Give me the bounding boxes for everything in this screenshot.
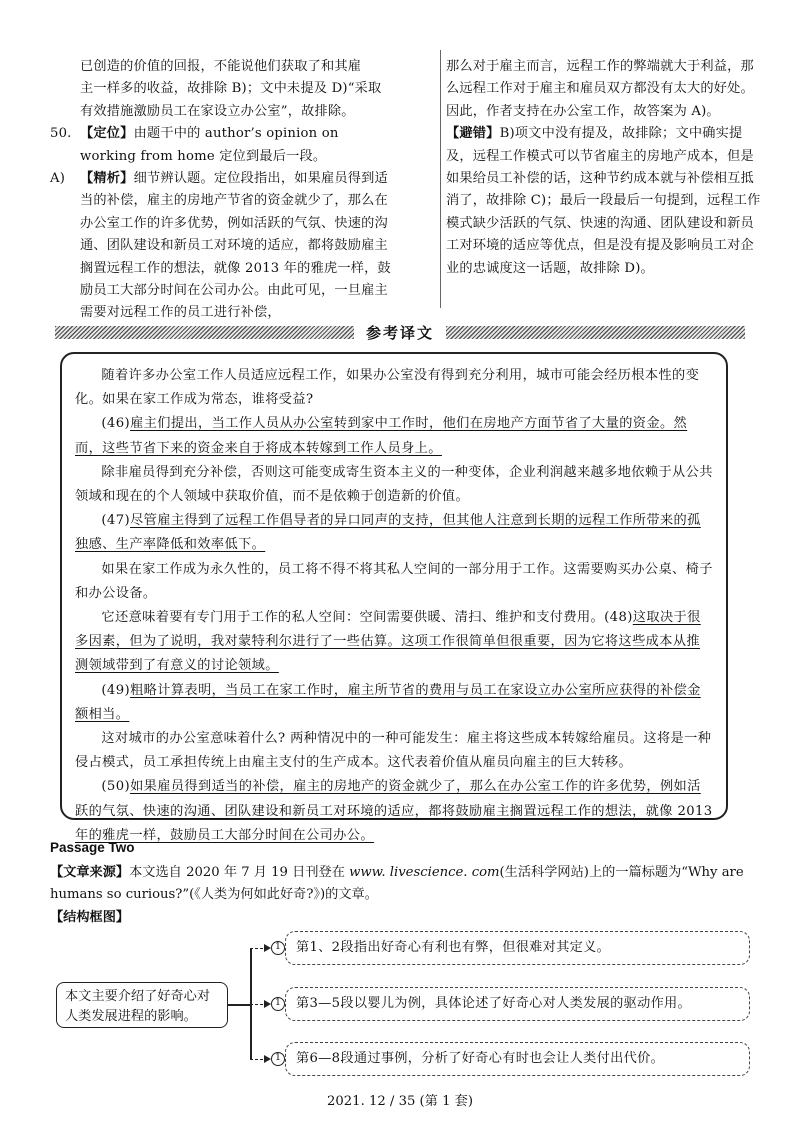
- structure-leaf-box: 第3—5段以婴儿为例，具体论述了好奇心对人类发展的驱动作用。: [285, 987, 750, 1021]
- q50-item: [50, 123, 392, 168]
- translation-paragraph: [75, 679, 713, 727]
- structure-root-box: 本文主要介绍了好奇心对人类发展进程的影响。: [56, 982, 228, 1028]
- underlined-sentence: 如果雇员得到适当的补偿，雇主的房地产的资金就少了，那么在办公室工作的许多优势，例如活跃的气氛、快速的沟通、团队建设和新员工对环境的适应，都将鼓励雇主搁置远程工作的想法，就像 2013 年的雅虎一样，鼓励员工大部分时间在公司办公。: [75, 779, 713, 843]
- circle-marker-icon: 1: [271, 1052, 285, 1066]
- arrow-icon: [264, 1000, 271, 1008]
- error-avoid-text: B)项文中没有提及，故排除；文中确实提及，远程工作模式可以节省雇主的房地产成本，但是如果给员工补偿的话，这种节约成本就与补偿相互抵消了，故排除 C)；最后一段最后一句提到，远程工作模式缺少活跃的气氛、快速的沟通、团队建设和新员工对环境的适应等优点，但是没有提及影响员工对企业的忠诚度这一话题，故排除 D)。: [446, 126, 761, 276]
- q50-text: 由题干中的 author’s opinion on working from home 定位到最后一段。: [80, 126, 339, 164]
- translation-paragraph: 除非雇员得到充分补偿，否则这可能变成寄生资本主义的一种变体，企业利润越来越多地依赖于从公共领域和现在的个人领域中获取价值，而不是依赖于创造新的价值。: [75, 464, 713, 505]
- underlined-sentence: 这取决于很多因素，但为了说明，我对蒙特利尔进行了一些估算。这项工作很简单但很重要，因为它将这些成本从推测领域带到了有意义的讨论领域。: [75, 610, 701, 674]
- plain-sentence: 它还意味着要有专门用于工作的私人空间：空间需要供暖、清扫、维护和支付费用。: [101, 610, 605, 626]
- structure-label: 【结构框图】: [50, 910, 130, 925]
- question-number: (50): [101, 779, 131, 795]
- hatch-decoration: [55, 326, 354, 339]
- translation-paragraph: [75, 606, 713, 679]
- structure-leaf-box: 第1、2段指出好奇心有利也有弊，但很难对其定义。: [285, 931, 750, 965]
- text-line: 主一样多的收益，故排除 B)；文中未提及 D)“采取: [80, 81, 382, 97]
- translation-paragraph: [75, 509, 713, 557]
- q50-tag: 【定位】: [80, 126, 134, 142]
- translation-paragraph: [75, 775, 713, 848]
- translation-heading: 参考译文: [366, 323, 435, 342]
- right-para-1: 那么对于雇主而言，远程工作的弊端就大于利益，那么远程工作对于雇主和雇员双方都没有太大的好处。因此，作者支持在办公室工作，故答案为 A)。: [446, 59, 754, 119]
- source-tag: 【文章来源】: [50, 865, 130, 880]
- error-avoid-tag: 【避错】: [446, 126, 500, 142]
- page-footer: 2021. 12 / 35 (第 1 套): [327, 1094, 473, 1109]
- answer-letter: A): [50, 171, 66, 187]
- hatch-decoration: [446, 326, 745, 339]
- underlined-sentence: 雇主们提出，当工作人员从办公室转到家中工作时，他们在房地产方面节省了大量的资金。然而，这些节省下来的资金来自于将成本转嫁到工作人员身上。: [75, 416, 688, 456]
- source-site: www. livescience. com: [349, 865, 500, 880]
- column-divider: [440, 50, 441, 308]
- question-number: (46): [101, 416, 131, 432]
- translation-box: [60, 352, 728, 843]
- right-column: [446, 56, 762, 280]
- question-number: (49): [101, 682, 131, 698]
- source-text: (生活科学网站)上的一篇标题为“Why are humans so curious?”(《人类为何如此好奇?》)的文章。: [50, 865, 744, 903]
- translation-paragraph: 这对城市的办公室意味着什么? 两种情况中的一种可能发生：雇主将这些成本转嫁给雇员。这将是一种侵占模式，员工承担传统上由雇主支付的生产成本。这代表着价值从雇员向雇主的巨大转移。: [75, 731, 712, 771]
- connector-line: [228, 1004, 250, 1006]
- right-para-2: [446, 123, 762, 280]
- arrow-icon: [264, 944, 271, 952]
- translation-section-header: [55, 322, 745, 342]
- circle-marker-icon: 1: [271, 941, 285, 955]
- text-line: 有效措施激励员工在家设立办公室”，故排除。: [80, 103, 355, 119]
- underlined-sentence: 尽管雇主得到了远程工作倡导者的异口同声的支持，但其他人注意到长期的远程工作所带来的孤独感、生产率降低和效率低下。: [75, 513, 701, 553]
- answer-a-item: [50, 168, 392, 325]
- analysis-tag: 【精析】: [80, 171, 134, 187]
- circle-marker-icon: 1: [271, 997, 285, 1011]
- translation-paragraph: 随着许多办公室工作人员适应远程工作，如果办公室没有得到充分利用，城市可能会经历根本性的变化。如果在家工作成为常态，谁将受益?: [75, 368, 700, 408]
- underlined-sentence: 粗略计算表明，当员工在家工作时，雇主所节省的费用与员工在家设立办公室所应获得的补偿金额相当。: [75, 682, 701, 722]
- analysis-text: 细节辨认题。定位段指出，如果雇员得到适当的补偿，雇主的房地产节省的资金就少了，那么在办公室工作的许多优势，例如活跃的气氛、快速的沟通、团队建设和新员工对环境的适应，都将鼓励雇主搁置远程工作的想法，就像 2013 年的雅虎一样，鼓励员工大部分时间在公司办公。由此可见，一旦雇主需要对远程工作的员工进行补偿，: [80, 171, 391, 321]
- question-number: (48): [604, 610, 633, 626]
- passage-title: Passage Two: [50, 840, 135, 855]
- arrow-icon: [264, 1055, 271, 1063]
- translation-paragraph: [75, 412, 713, 460]
- translation-paragraph: 如果在家工作成为永久性的，员工将不得不将其私人空间的一部分用于工作。这需要购买办公桌、椅子和办公设备。: [75, 561, 713, 601]
- q50-number: 50.: [50, 126, 72, 142]
- article-source: [50, 862, 762, 907]
- text-line: 已创造的价值的回报，不能说他们获取了和其雇: [80, 59, 362, 74]
- source-text: 本文选自 2020 年 7 月 19 日刊登在: [129, 865, 350, 880]
- question-number: (47): [101, 513, 131, 529]
- structure-leaf-box: 第6—8段通过事例，分析了好奇心有时也会让人类付出代价。: [285, 1042, 750, 1076]
- left-column: [50, 56, 392, 325]
